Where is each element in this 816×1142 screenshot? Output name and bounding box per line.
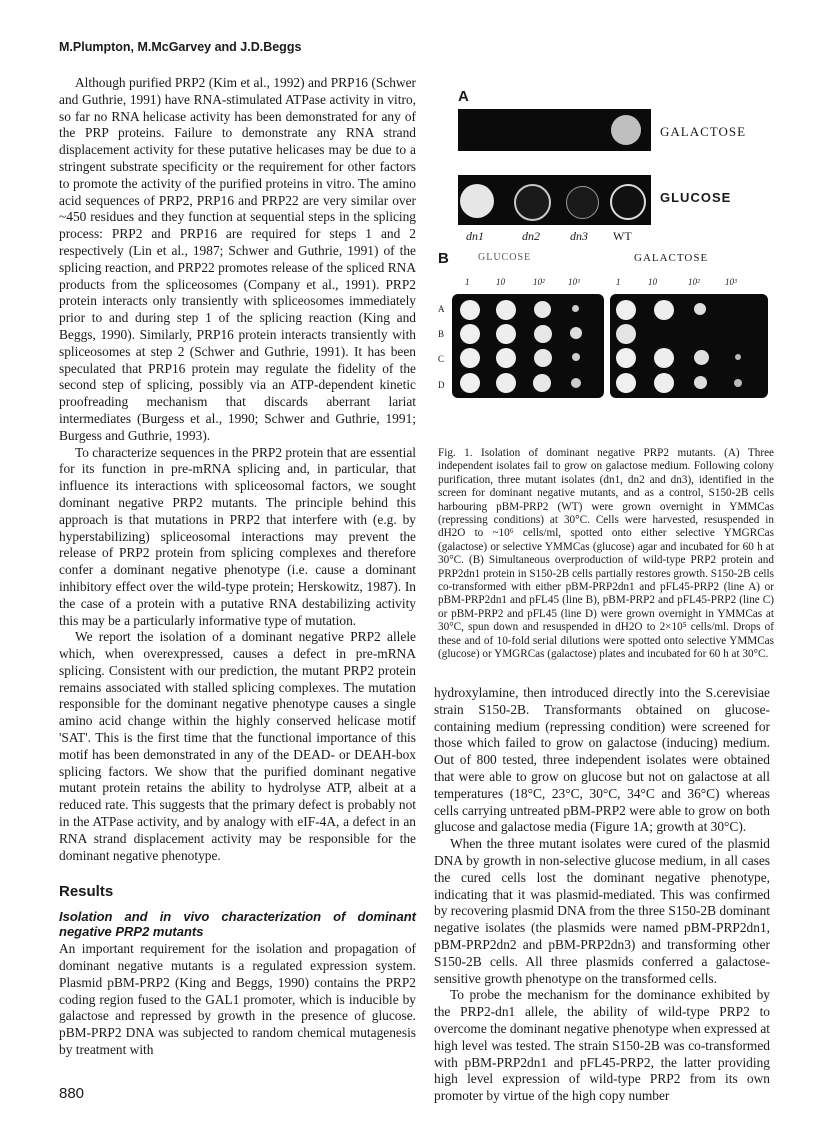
colony [460, 348, 480, 368]
left-column [59, 75, 416, 1059]
colony [654, 300, 674, 320]
dilution-label: 10³ [568, 277, 580, 287]
dilution-label: 1 [616, 277, 621, 287]
strain-label-wt: WT [613, 229, 632, 243]
colony [496, 373, 516, 393]
colony [566, 186, 599, 219]
colony [514, 184, 551, 221]
colony [534, 325, 552, 343]
panel-b-glucose-label: GLUCOSE [478, 252, 532, 263]
paragraph: We report the isolation of a dominant negative PRP2 allele which, when overexpressed, causes a defect in pre-mRNA splicing. Consistent with our prediction, the mutant PRP2 protein remains associated with stalled splicing complexes. The mutation responsible for the dominant negative phenotype causes a single amino acid change within the highly conserved helicase motif 'SAT'. This is the first time that the functional importance of this motif has been demonstrated in any of the DEAD- or DEAH-box splicing factors. We show that the purified dominant negative mutant protein retains the ability to hydrolyse ATP, albeit at a reduced rate. This suggests that the primary defect is probably not in the ATPase activity, and by analogy with eIF-4A, a defect in an RNA strand displacement activity may be responsible for the dominant negative phenotype. [59, 629, 416, 863]
colony [572, 305, 579, 312]
panel-b-galactose-label: GALACTOSE [634, 252, 709, 264]
dilution-label: 10 [648, 277, 657, 287]
colony [460, 373, 480, 393]
dilution-label: 10² [533, 277, 545, 287]
colony [496, 300, 516, 320]
strain-label-dn1: dn1 [466, 229, 484, 243]
colony [460, 324, 480, 344]
colony [694, 350, 709, 365]
dilution-label: 10 [496, 277, 505, 287]
right-column [434, 685, 770, 1105]
colony [735, 354, 741, 360]
figure-caption: Fig. 1. Isolation of dominant negative PRP2 mutants. (A) Three independent isolates fail to grow on galactose medium. Following colony purification, three mutant isolates (dn1, dn2 and dn3), identified in the screen for dominant negative mutants, and as a control, S150-2B cells harbouring pBM-PRP2 (WT) were grown overnight in YMMCas (repressing conditions) at 30°C. Cells were harvested, resuspended in dH2O to ~10⁶ cells/ml, spotted onto either selective YMGRCas (galactose) or selective YMMCas (glucose) agar and incubated for 60 h at 30°C. (B) Simultaneous overproduction of wild-type PRP2 protein and PRP2dn1 protein in S150-2B cells partially restores growth. S150-2B cells co-transformed with either pBM-PRP2dn1 and pFL45-PRP2 (line A) or pBM-PRP2dn1 and pFL45 (line B), pBM-PRP2 and pFL45-PRP2 (line C) or pBM-PRP2 and pFL45 (line D) were grown overnight in YMMCas at 30°C, spun down and resuspended in dH2O to 2×10⁵ cells/ml. Drops of these and of 10-fold serial dilutions were spotted onto selective YMMCas (glucose) or YMGRCas (galactose) plates and incubated for 60 h at 30°C. [438, 447, 774, 661]
paragraph: Although purified PRP2 (Kim et al., 1992) and PRP16 (Schwer and Guthrie, 1991) have RNA-stimulated ATPase activity in vitro, so far no RNA helicase activity has been demonstrated for any of the PRP proteins. Failure to demonstrate any RNA strand displacement activity for these putative helicases may be due to a stringent substrate specificity or the requirement for other factors to promote the activity of the purified proteins in vitro. The amino acid sequences of PRP2, PRP16 and PRP22 are very similar over ~450 residues and they function at sequential steps in the splicing process: PRP2 and PRP16 are required for steps 1 and 2 respectively (Lin et al., 1987; Schwer and Guthrie, 1991) of the splicing reaction, and PRP22 promotes release of the spliced RNA products from the spliceosomes (Company et al., 1991). PRP2 protein interacts only transiently with spliceosomes immediately prior to and during step 1 of the splicing reaction (King and Beggs, 1990). Similarly, PRP16 protein interacts transiently with spliceosomes at step 2 (Schwer and Guthrie, 1991). It has been speculated that PRP16 protein may regulate the fidelity of the second step of splicing, possibly via an ATP-dependent kinetic proofreading mechanism that discards aberrant lariat intermediates (Burgess et al., 1990; Schwer and Guthrie, 1991; Burgess and Guthrie, 1993). [59, 75, 416, 443]
dilution-label: 10³ [725, 277, 737, 287]
galactose-plate [458, 109, 651, 151]
colony [496, 324, 516, 344]
galactose-label: GALACTOSE [660, 124, 747, 139]
colony [694, 376, 707, 389]
glucose-label: GLUCOSE [660, 190, 732, 205]
colony [654, 348, 674, 368]
colony [734, 379, 742, 387]
running-header: M.Plumpton, M.McGarvey and J.D.Beggs [59, 40, 302, 54]
panel-a-label: A [458, 88, 469, 105]
glucose-plate [458, 175, 651, 225]
panel-b-galactose-plate [610, 294, 768, 398]
row-label-b: B [438, 329, 445, 339]
colony [570, 327, 582, 339]
figure-1 [438, 82, 778, 442]
colony [694, 303, 706, 315]
dilution-label: 1 [465, 277, 470, 287]
dilution-label: 10² [688, 277, 700, 287]
colony [616, 300, 636, 320]
paragraph: hydroxylamine, then introduced directly into the S.cerevisiae strain S150-2B. Transformants obtained on glucose-containing medium (repressing condition) were screened for those which failed to grow on galactose (inducing) medium. Out of 800 tested, three independent isolates were obtained that were able to grow on glucose but not on galactose at all temperatures (18°C, 23°C, 30°C, 34°C and 36°C) whereas cells carrying untreated pBM-PRP2 were able to grow on both glucose and galactose media (Figure 1A; growth at 30°C). [434, 685, 770, 835]
subsection-title: Isolation and in vivo characterization of dominant negative PRP2 mutants [59, 909, 416, 940]
panel-b-glucose-plate [452, 294, 604, 398]
row-label-d: D [438, 380, 445, 390]
strain-label-dn2: dn2 [522, 229, 540, 243]
row-label-c: C [438, 354, 445, 364]
panel-b-label: B [438, 250, 449, 267]
colony [571, 378, 581, 388]
colony [496, 348, 516, 368]
strain-label-dn3: dn3 [570, 229, 588, 243]
colony [533, 374, 551, 392]
colony [616, 324, 636, 344]
colony [616, 373, 636, 393]
paragraph: To characterize sequences in the PRP2 protein that are essential for its function in pre-mRNA splicing and, in particular, that influence its interactions with spliceosomal factors, we sought dominant negative PRP2 mutants. The principle behind this approach is that mutations in PRP2 that interfere with (e.g. by hyperstabilizing) spliceosomal interactions may prevent the release of PRP2 protein from splicing complexes and therefore confer a dominant negative phenotype (i.e. cause a dominant inhibitory effect over the wild-type protein; Herskowitz, 1987). In the case of a protein with a putative RNA destabilizing activity this may be a particularly informative type of mutation. [59, 444, 416, 628]
section-title-results: Results [59, 883, 114, 901]
colony [654, 373, 674, 393]
colony [534, 301, 551, 318]
page-number: 880 [59, 1085, 85, 1102]
row-label-a: A [438, 304, 445, 314]
colony [534, 349, 552, 367]
paragraph: An important requirement for the isolation and propagation of dominant negative mutants is a regulated expression system. Plasmid pBM-PRP2 (King and Beggs, 1990) contains the PRP2 coding region fused to the GAL1 promoter, which is inducible by galactose and repressed by growth in the presence of glucose. pBM-PRP2 DNA was subjected to random chemical mutagenesis by treatment with [59, 941, 416, 1058]
colony [460, 184, 494, 218]
paragraph: To probe the mechanism for the dominance exhibited by the PRP2-dn1 allele, the ability of wild-type PRP2 to overcome the dominant negative phenotype when expressed at high level was tested. The strain S150-2B was co-transformed with pBM-PRP2dn1 and pFL45-PRP2, the latter providing high level expression of wild-type PRP2 from its own promoter by virtue of the high copy number [434, 987, 770, 1104]
colony [460, 300, 480, 320]
colony [610, 184, 646, 220]
colony [616, 348, 636, 368]
paragraph: When the three mutant isolates were cured of the plasmid DNA by growth in non-selective glucose medium, in all cases the cured cells lost the dominant negative phenotype, indicating that it was plasmid-mediated. This was confirmed by recovering plasmid DNA from the three S150-2B dominant negative isolates (the plasmids were named pBM-PRP2dn1, pBM-PRP2dn2 and pBM-PRP2dn3) and transforming other S150-2B cells. All three plasmids conferred a galactose-sensitive growth phenotype on the transformed cells. [434, 836, 770, 986]
colony [572, 353, 580, 361]
colony [611, 115, 641, 145]
